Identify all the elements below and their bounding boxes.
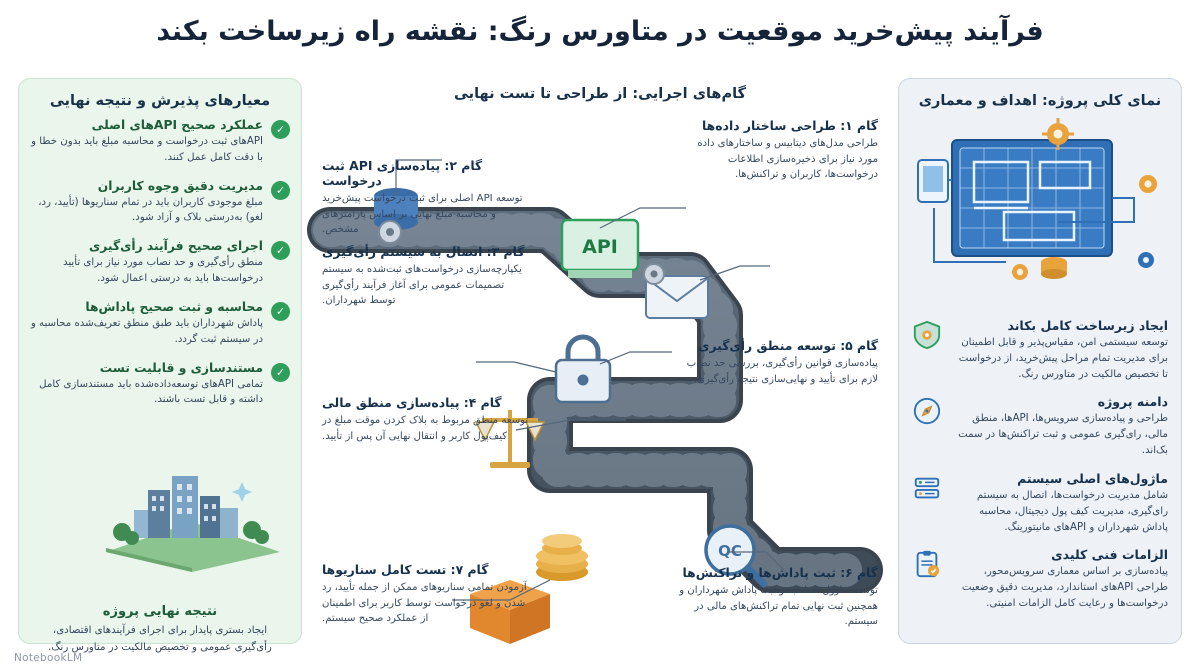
watermark: NotebookLM bbox=[14, 652, 83, 664]
overview-item-text bbox=[951, 471, 1168, 535]
step-desc: طراحی مدل‌های دیتابیس و ساختارهای داده مورد نیاز برای ذخیره‌سازی اطلاعات درخواست‌ها، کاربران و تراکنش‌ها. bbox=[697, 138, 878, 181]
server-icon bbox=[912, 473, 942, 503]
coins-icon bbox=[536, 534, 588, 581]
page-title: فرآیند پیش‌خرید موقعیت در متاورس رنگ: نقشه راه زیرساخت بکند bbox=[156, 16, 1044, 47]
overview-item-title: ایجاد زیرساخت کامل بکاند bbox=[1007, 318, 1168, 333]
clipboard-check-icon bbox=[912, 549, 942, 579]
criteria-item-title: مدیریت دقیق وجوه کاربران bbox=[97, 178, 263, 193]
overview-item-infrastructure bbox=[912, 318, 1168, 382]
overview-item-title: الزامات فنی کلیدی bbox=[1051, 547, 1168, 563]
step-desc: پیاده‌سازی قوانین رأی‌گیری، بررسی حد نصاب لازم برای تأیید و نهایی‌سازی نتیجه رأی‌گیری. bbox=[686, 358, 878, 385]
blueprint-illustration bbox=[908, 112, 1172, 302]
shield-gear-icon bbox=[912, 320, 942, 350]
project-overview-items bbox=[898, 318, 1182, 624]
step-title: گام ۱: طراحی ساختار داده‌ها bbox=[702, 118, 878, 133]
criteria-item-docs bbox=[30, 361, 290, 409]
step-desc: آزمودن تمامی سناریوهای ممکن از جمله تأیید، رد شدن و لغو درخواست توسط کاربر برای اطمینان از عملکرد صحیح سیستم. bbox=[322, 582, 527, 625]
lock-icon bbox=[556, 337, 610, 402]
criteria-item-text bbox=[30, 239, 263, 287]
criteria-item-desc: API‌های ثبت درخواست و محاسبه مبلغ باید بدون خطا و با دقت کامل عمل کنند. bbox=[31, 136, 263, 163]
step-2-callout bbox=[322, 158, 527, 238]
svg-text:API: API bbox=[582, 236, 618, 258]
criteria-item-title: اجرای صحیح فرآیند رأی‌گیری bbox=[89, 239, 263, 254]
criteria-item-desc: منطق رأی‌گیری و حد نصاب مورد نیاز برای تأیید درخواست‌ها باید به درستی اعمال شود. bbox=[62, 257, 263, 285]
criteria-item-desc: پاداش شهرداران باید طبق منطق تعریف‌شده محاسبه و در سیستم ثبت گردد. bbox=[30, 317, 263, 345]
step-desc: توسعه API اصلی برای ثبت درخواست پیش‌خرید و محاسبه مبلغ نهایی بر اساس پارامترهای مشخص. bbox=[322, 193, 523, 236]
project-overview-heading: نمای کلی پروژه: اهداف و معماری bbox=[918, 93, 1162, 109]
criteria-item-api bbox=[30, 118, 290, 166]
check-icon: ✓ bbox=[271, 181, 290, 200]
step-desc: توسعه منطق مربوط به بلاک کردن موقت مبلغ در کیف‌پول کاربر و انتقال نهایی آن پس از تأیید. bbox=[322, 415, 529, 442]
criteria-item-rewards bbox=[30, 300, 290, 348]
overview-item-text bbox=[951, 318, 1168, 382]
overview-item-desc: طراحی و پیاده‌سازی سرویس‌ها، API‌ها، منطق مالی، رای‌گیری عمومی و ثبت تراکنش‌ها در سمت بک‌اند. bbox=[958, 413, 1168, 457]
criteria-item-desc: تمامی API‌های توسعه‌داده‌شده باید مستندسازی کامل داشته و قابل تست باشند. bbox=[39, 378, 263, 406]
city-icon bbox=[92, 464, 292, 574]
overview-item-desc: توسعه سیستمی امن، مقیاس‌پذیر و قابل اطمینان برای مدیریت تمام مراحل پیش‌خرید، از درخواست تا تخصیص مالکیت در متاورس رنگ. bbox=[958, 337, 1168, 380]
criteria-item-funds bbox=[30, 179, 290, 227]
compass-icon bbox=[912, 396, 942, 426]
center-heading: گام‌های اجرایی: از طراحی تا تست نهایی bbox=[453, 86, 746, 102]
overview-item-requirements bbox=[912, 547, 1168, 611]
step-4-callout bbox=[322, 395, 537, 444]
criteria-item-text bbox=[30, 300, 263, 348]
step-title: گام ۵: توسعه منطق رأی‌گیری bbox=[698, 338, 878, 353]
criteria-item-voting bbox=[30, 239, 290, 287]
step-3-callout bbox=[322, 244, 527, 309]
step-1-callout bbox=[678, 118, 878, 183]
step-title: گام ۳: اتصال به سیستم رأی‌گیری bbox=[322, 244, 525, 259]
check-icon: ✓ bbox=[271, 241, 290, 260]
overview-item-title: دامنه پروژه bbox=[1097, 394, 1168, 410]
step-desc: توسعه ماژول محاسبه و ثبت پاداش شهرداران و همچنین ثبت نهایی تمام تراکنش‌های مالی در سیستم. bbox=[679, 585, 878, 628]
final-result-title: نتیجه نهایی پروژه bbox=[102, 604, 218, 620]
overview-item-desc: پیاده‌سازی بر اساس معماری سرویس‌محور، طراحی API‌های استاندارد، مدیریت دقیق وضعیت درخواست‌ها و رعایت کامل الزامات امنیتی. bbox=[961, 566, 1168, 609]
acceptance-heading-wrap bbox=[18, 78, 302, 111]
check-icon: ✓ bbox=[271, 363, 290, 382]
acceptance-criteria-items bbox=[18, 118, 302, 421]
check-icon: ✓ bbox=[271, 120, 290, 139]
acceptance-criteria-heading: معیارهای پذیرش و نتیجه نهایی bbox=[49, 93, 271, 109]
overview-item-modules bbox=[912, 471, 1168, 535]
criteria-item-text bbox=[30, 179, 263, 227]
criteria-item-text bbox=[30, 118, 263, 166]
criteria-item-text bbox=[30, 361, 263, 409]
overview-item-title: ماژول‌های اصلی سیستم bbox=[1017, 470, 1168, 486]
step-title: گام ۴: پیاده‌سازی منطق مالی bbox=[322, 395, 502, 410]
step-title: گام ۲: پیاده‌سازی API ثبت درخواست bbox=[322, 158, 483, 188]
criteria-item-title: محاسبه و ثبت صحیح پاداش‌ها bbox=[85, 299, 263, 314]
overview-item-text bbox=[951, 394, 1168, 458]
step-title: گام ۷: تست کامل سناریوها bbox=[322, 562, 489, 577]
final-result-desc: ایجاد بستری پایدار برای اجرای فرآیندهای اقتصادی، رأی‌گیری عمومی و تخصیص مالکیت در متاورس رنگ. bbox=[48, 625, 272, 653]
step-6-callout bbox=[678, 565, 878, 630]
criteria-item-desc: مبلغ موجودی کاربران باید در تمام سناریوها (تأیید، رد، لغو) به‌درستی بلاک و آزاد شود. bbox=[38, 196, 263, 224]
step-title: گام ۶: ثبت پاداش‌ها و تراکنش‌ها bbox=[682, 565, 878, 580]
overview-item-desc: شامل مدیریت درخواست‌ها، اتصال به سیستم رای‌گیری، مدیریت کیف پول دیجیتال، محاسبه پاداش شهرداران و API‌های مانیتورینگ. bbox=[976, 489, 1168, 533]
criteria-item-title: عملکرد صحیح API‌های اصلی bbox=[91, 118, 263, 132]
overview-item-scope bbox=[912, 394, 1168, 458]
svg-text:QC: QC bbox=[718, 542, 742, 560]
api-box-icon bbox=[562, 220, 638, 278]
overview-item-text bbox=[951, 547, 1168, 611]
final-result-block bbox=[18, 604, 302, 656]
step-7-callout bbox=[322, 562, 527, 627]
step-desc: یکپارچه‌سازی درخواست‌های ثبت‌شده به سیستم تصمیمات عمومی برای آغاز فرآیند رأی‌گیری توسط شهرداران. bbox=[322, 264, 522, 307]
criteria-item-title: مستندسازی و قابلیت تست bbox=[99, 360, 263, 375]
check-icon: ✓ bbox=[271, 302, 290, 321]
project-overview-heading-wrap bbox=[898, 78, 1182, 111]
step-5-callout bbox=[678, 338, 878, 387]
